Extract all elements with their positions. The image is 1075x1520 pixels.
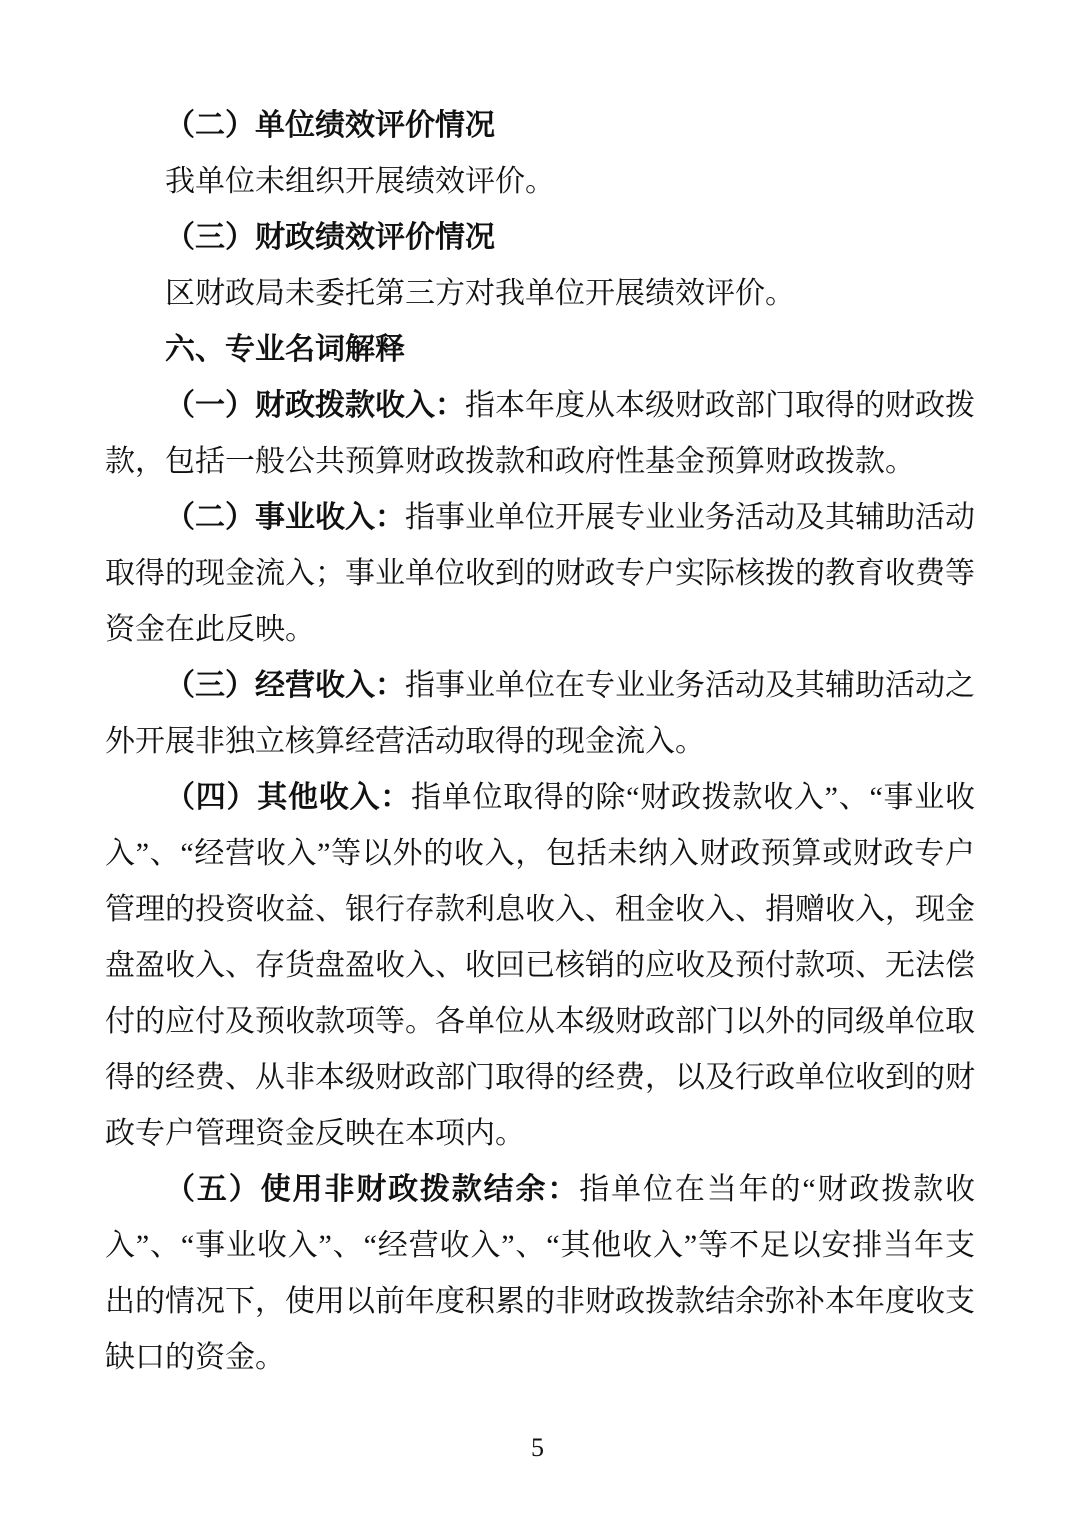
term-definition — [105, 490, 975, 658]
chapter-heading: 六、专业名词解释 — [165, 333, 405, 366]
paragraph: 区财政局未委托第三方对我单位开展绩效评价。 — [165, 277, 795, 310]
paragraph: 我单位未组织开展绩效评价。 — [165, 165, 555, 198]
term-body: 指事业单位在专业业务活动及其辅助活动之外开展非独立核算经营活动取得的现金流入。 — [105, 669, 975, 758]
section-heading: （三）财政绩效评价情况 — [165, 221, 495, 254]
term-body: 指本年度从本级财政部门取得的财政拨款，包括一般公共预算财政拨款和政府性基金预算财政拨款。 — [105, 389, 975, 478]
term-name: （五）使用非财政拨款结余： — [165, 1173, 580, 1206]
term-definition — [105, 378, 975, 490]
document-body — [105, 98, 975, 1386]
term-definition — [105, 658, 975, 770]
page-number: 5 — [531, 1433, 544, 1462]
term-body: 指单位在当年的“财政拨款收入”、“事业收入”、“经营收入”、“其他收入”等不足以安排当年支出的情况下，使用以前年度积累的非财政拨款结余弥补本年度收支缺口的资金。 — [105, 1173, 975, 1374]
term-body: 指单位取得的除“财政拨款收入”、“事业收入”、“经营收入”等以外的收入，包括未纳入财政预算或财政专户管理的投资收益、银行存款利息收入、租金收入、捐赠收入，现金盘盈收入、存货盘盈收入、收回已核销的应收及预付款项、无法偿付的应付及预收款项等。各单位从本级财政部门以外的同级单位取得的经费、从非本级财政部门取得的经费，以及行政单位收到的财政专户管理资金反映在本项内。 — [105, 781, 976, 1150]
term-name: （三）经营收入： — [165, 669, 405, 702]
term-definition — [105, 1162, 975, 1386]
term-body: 指事业单位开展专业业务活动及其辅助活动取得的现金流入；事业单位收到的财政专户实际核拨的教育收费等资金在此反映。 — [105, 501, 975, 646]
term-name: （二）事业收入： — [165, 501, 405, 534]
section-heading: （二）单位绩效评价情况 — [165, 109, 495, 142]
term-name: （一）财政拨款收入： — [165, 389, 465, 422]
term-name: （四）其他收入： — [165, 781, 411, 814]
term-definition — [105, 770, 975, 1162]
